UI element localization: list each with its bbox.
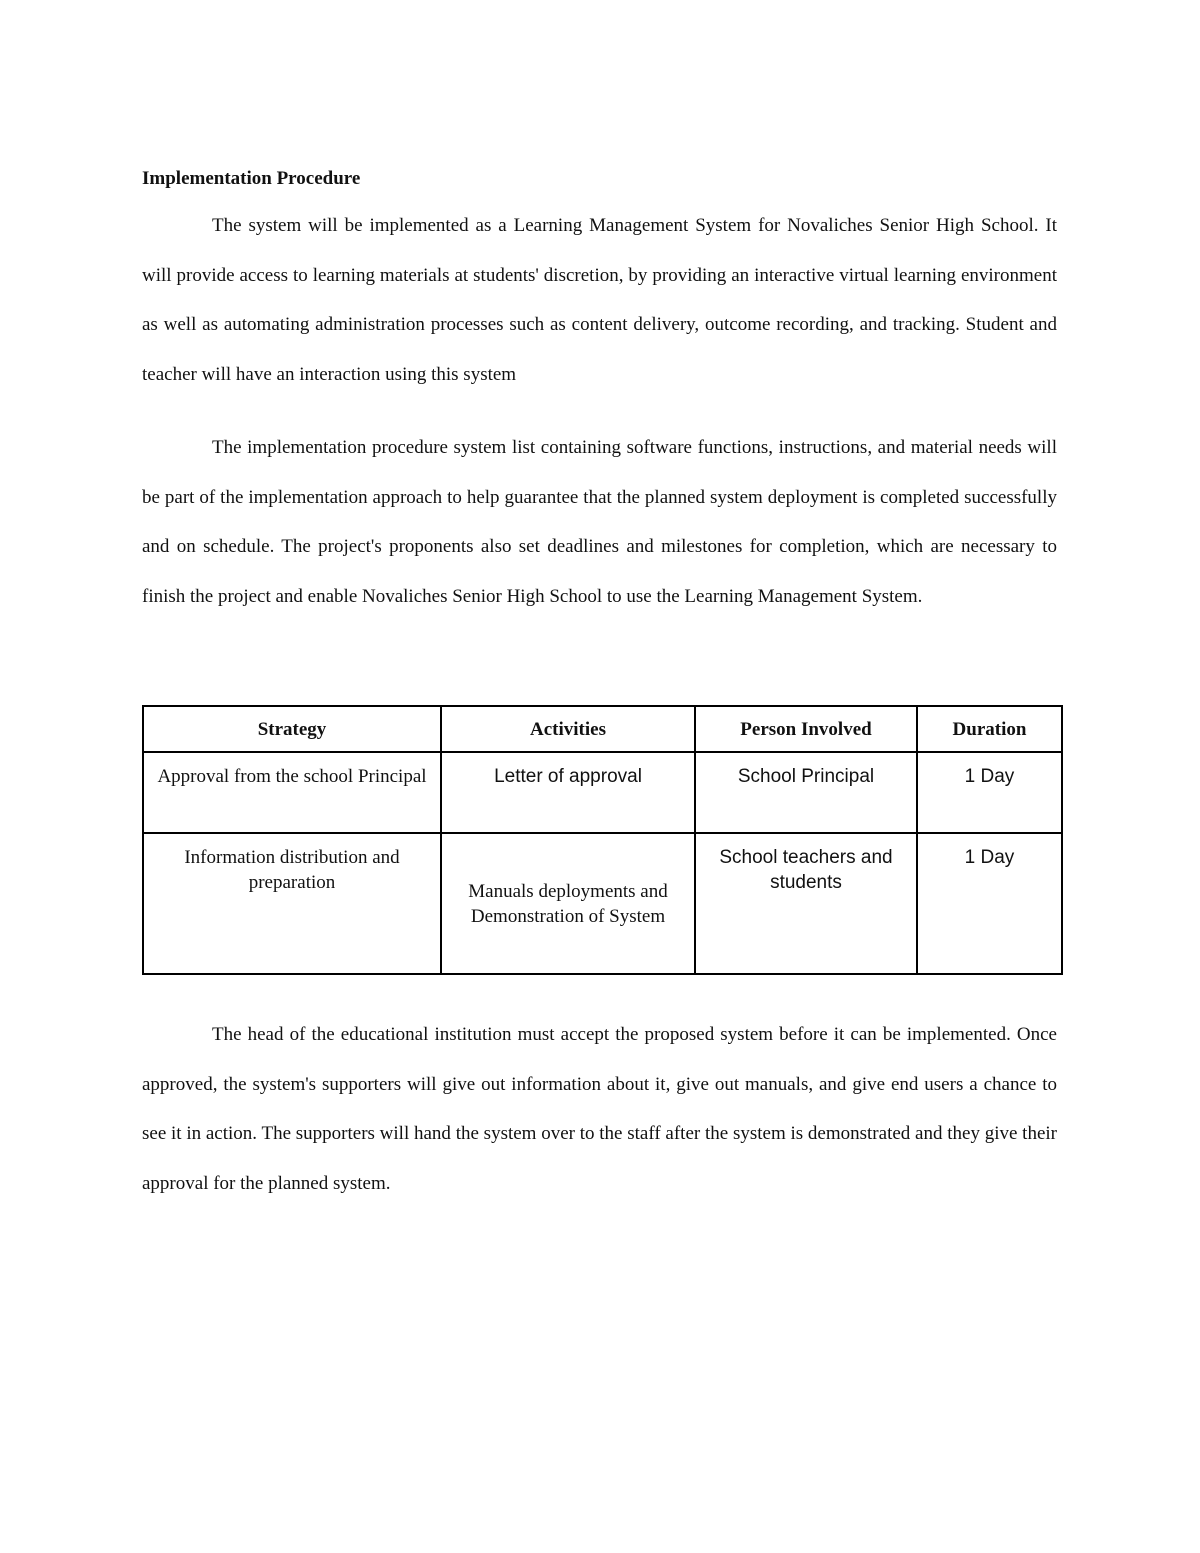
header-duration: Duration	[917, 706, 1062, 752]
table-header-row	[143, 706, 1062, 752]
cell-person-involved: School Principal	[695, 752, 917, 833]
cell-duration: 1 Day	[917, 752, 1062, 833]
header-person-involved: Person Involved	[695, 706, 917, 752]
cell-person-involved: School teachers and students	[695, 833, 917, 974]
closing-paragraph: The head of the educational institution must accept the proposed system before it can be implemented. Once approved, the system's supporters will give out information about it, give out manuals, and give end users a chance to see it in action. The supporters will hand the system over to the staff after the system is demonstrated and they give their approval for the planned system.	[142, 1024, 1057, 1195]
cell-strategy: Approval from the school Principal	[143, 752, 441, 833]
cell-duration: 1 Day	[917, 833, 1062, 974]
cell-activities: Letter of approval	[441, 752, 695, 833]
implementation-table	[142, 705, 1063, 975]
procedure-paragraph: The implementation procedure system list containing software functions, instructions, and material needs will be part of the implementation approach to help guarantee that the planned system deployment is completed successfully and on schedule. The project's proponents also set deadlines and milestones for completion, which are necessary to finish the project and enable Novaliches Senior High School to use the Learning Management System.	[142, 437, 1057, 608]
table-row	[143, 752, 1062, 833]
cell-activities: Manuals deployments and Demonstration of System	[441, 833, 695, 974]
table-row	[143, 833, 1062, 974]
intro-paragraph: The system will be implemented as a Learning Management System for Novaliches Senior High School. It will provide access to learning materials at students' discretion, by providing an interactive virtual learning environment as well as automating administration processes such as content delivery, outcome recording, and tracking. Student and teacher will have an interaction using this system	[142, 215, 1057, 386]
cell-strategy: Information distribution and preparation	[143, 833, 441, 974]
section-heading: Implementation Procedure	[142, 168, 361, 189]
header-strategy: Strategy	[143, 706, 441, 752]
header-activities: Activities	[441, 706, 695, 752]
